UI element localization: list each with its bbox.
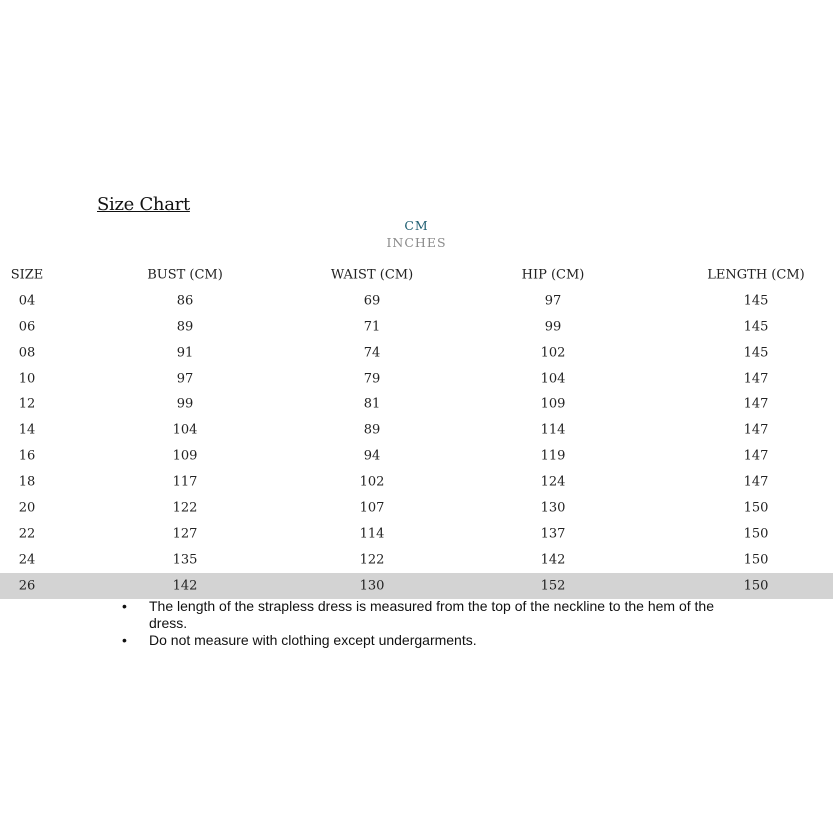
cell-hip: 114 — [540, 422, 566, 438]
cell-size: 24 — [18, 552, 36, 568]
cell-bust: 135 — [172, 552, 198, 568]
cell-bust: 117 — [172, 474, 198, 490]
header-bust: BUST (CM) — [147, 267, 223, 283]
cell-waist: 74 — [363, 345, 381, 361]
cell-size: 14 — [18, 422, 36, 438]
cell-waist: 114 — [359, 526, 385, 542]
cell-waist: 107 — [359, 500, 385, 516]
cell-length: 150 — [743, 552, 769, 568]
note-text: Do not measure with clothing except undergarments. — [149, 632, 477, 648]
cell-size: 06 — [18, 319, 36, 335]
cell-hip: 119 — [540, 448, 566, 464]
cell-size: 08 — [18, 345, 36, 361]
cell-bust: 99 — [176, 396, 194, 412]
cell-length: 145 — [743, 345, 769, 361]
size-table — [0, 262, 833, 599]
table-body — [0, 288, 833, 599]
cell-bust: 104 — [172, 422, 198, 438]
cell-length: 147 — [743, 371, 769, 386]
cell-size: 20 — [18, 500, 36, 516]
cell-size: 22 — [18, 526, 36, 542]
cell-waist: 89 — [363, 422, 381, 438]
cell-length: 147 — [743, 422, 769, 438]
cell-waist: 71 — [363, 319, 381, 335]
cell-bust: 127 — [172, 526, 198, 542]
header-length: LENGTH (CM) — [707, 267, 805, 283]
cell-bust: 91 — [176, 345, 194, 361]
cell-length: 150 — [743, 578, 769, 594]
table-row — [0, 391, 833, 417]
note-item — [118, 632, 738, 649]
table-row — [0, 495, 833, 521]
cell-hip: 130 — [540, 500, 566, 516]
note-item — [118, 598, 738, 632]
cell-hip: 102 — [540, 345, 566, 361]
unit-cm-label: CM — [404, 218, 429, 233]
table-row — [0, 340, 833, 366]
cell-size: 10 — [18, 371, 36, 386]
cell-bust: 142 — [172, 578, 198, 594]
cell-size: 18 — [18, 474, 36, 490]
cell-waist: 102 — [359, 474, 385, 490]
cell-hip: 97 — [544, 293, 562, 309]
unit-toggle-inches[interactable] — [0, 235, 833, 250]
cell-bust: 86 — [176, 293, 194, 309]
cell-waist: 81 — [363, 396, 381, 412]
cell-bust: 109 — [172, 448, 198, 464]
cell-size: 26 — [18, 578, 36, 594]
bullet-icon: • — [122, 598, 127, 614]
table-row — [0, 547, 833, 573]
cell-hip: 99 — [544, 319, 562, 335]
cell-size: 04 — [18, 293, 36, 309]
table-row — [0, 521, 833, 547]
cell-hip: 104 — [540, 371, 566, 386]
note-text: The length of the strapless dress is measured from the top of the neckline to the hem of the dress. — [149, 598, 714, 631]
cell-waist: 130 — [359, 578, 385, 594]
table-row — [0, 573, 833, 599]
table-row — [0, 366, 833, 392]
cell-length: 145 — [743, 319, 769, 335]
table-row — [0, 288, 833, 314]
cell-waist: 94 — [363, 448, 381, 464]
cell-hip: 109 — [540, 396, 566, 412]
cell-waist: 122 — [359, 552, 385, 568]
header-hip: HIP (CM) — [521, 267, 585, 283]
unit-inches-label: INCHES — [386, 235, 447, 250]
cell-size: 16 — [18, 448, 36, 464]
header-waist: WAIST (CM) — [330, 267, 414, 283]
cell-length: 145 — [743, 293, 769, 309]
cell-bust: 89 — [176, 319, 194, 335]
table-row — [0, 443, 833, 469]
cell-length: 147 — [743, 396, 769, 412]
cell-waist: 79 — [363, 371, 381, 386]
cell-bust: 122 — [172, 500, 198, 516]
header-size: SIZE — [10, 267, 44, 283]
cell-hip: 152 — [540, 578, 566, 594]
unit-toggle-cm[interactable] — [0, 218, 833, 233]
cell-length: 147 — [743, 448, 769, 464]
table-row — [0, 314, 833, 340]
bullet-icon: • — [122, 632, 127, 648]
cell-length: 150 — [743, 500, 769, 516]
cell-length: 147 — [743, 474, 769, 490]
page-title: Size Chart — [97, 194, 190, 215]
notes-list — [118, 598, 738, 649]
cell-hip: 142 — [540, 552, 566, 568]
table-header-row — [0, 262, 833, 288]
cell-hip: 137 — [540, 526, 566, 542]
cell-hip: 124 — [540, 474, 566, 490]
cell-length: 150 — [743, 526, 769, 542]
cell-size: 12 — [18, 396, 36, 412]
table-row — [0, 469, 833, 495]
cell-waist: 69 — [363, 293, 381, 309]
cell-bust: 97 — [176, 371, 194, 386]
table-row — [0, 417, 833, 443]
